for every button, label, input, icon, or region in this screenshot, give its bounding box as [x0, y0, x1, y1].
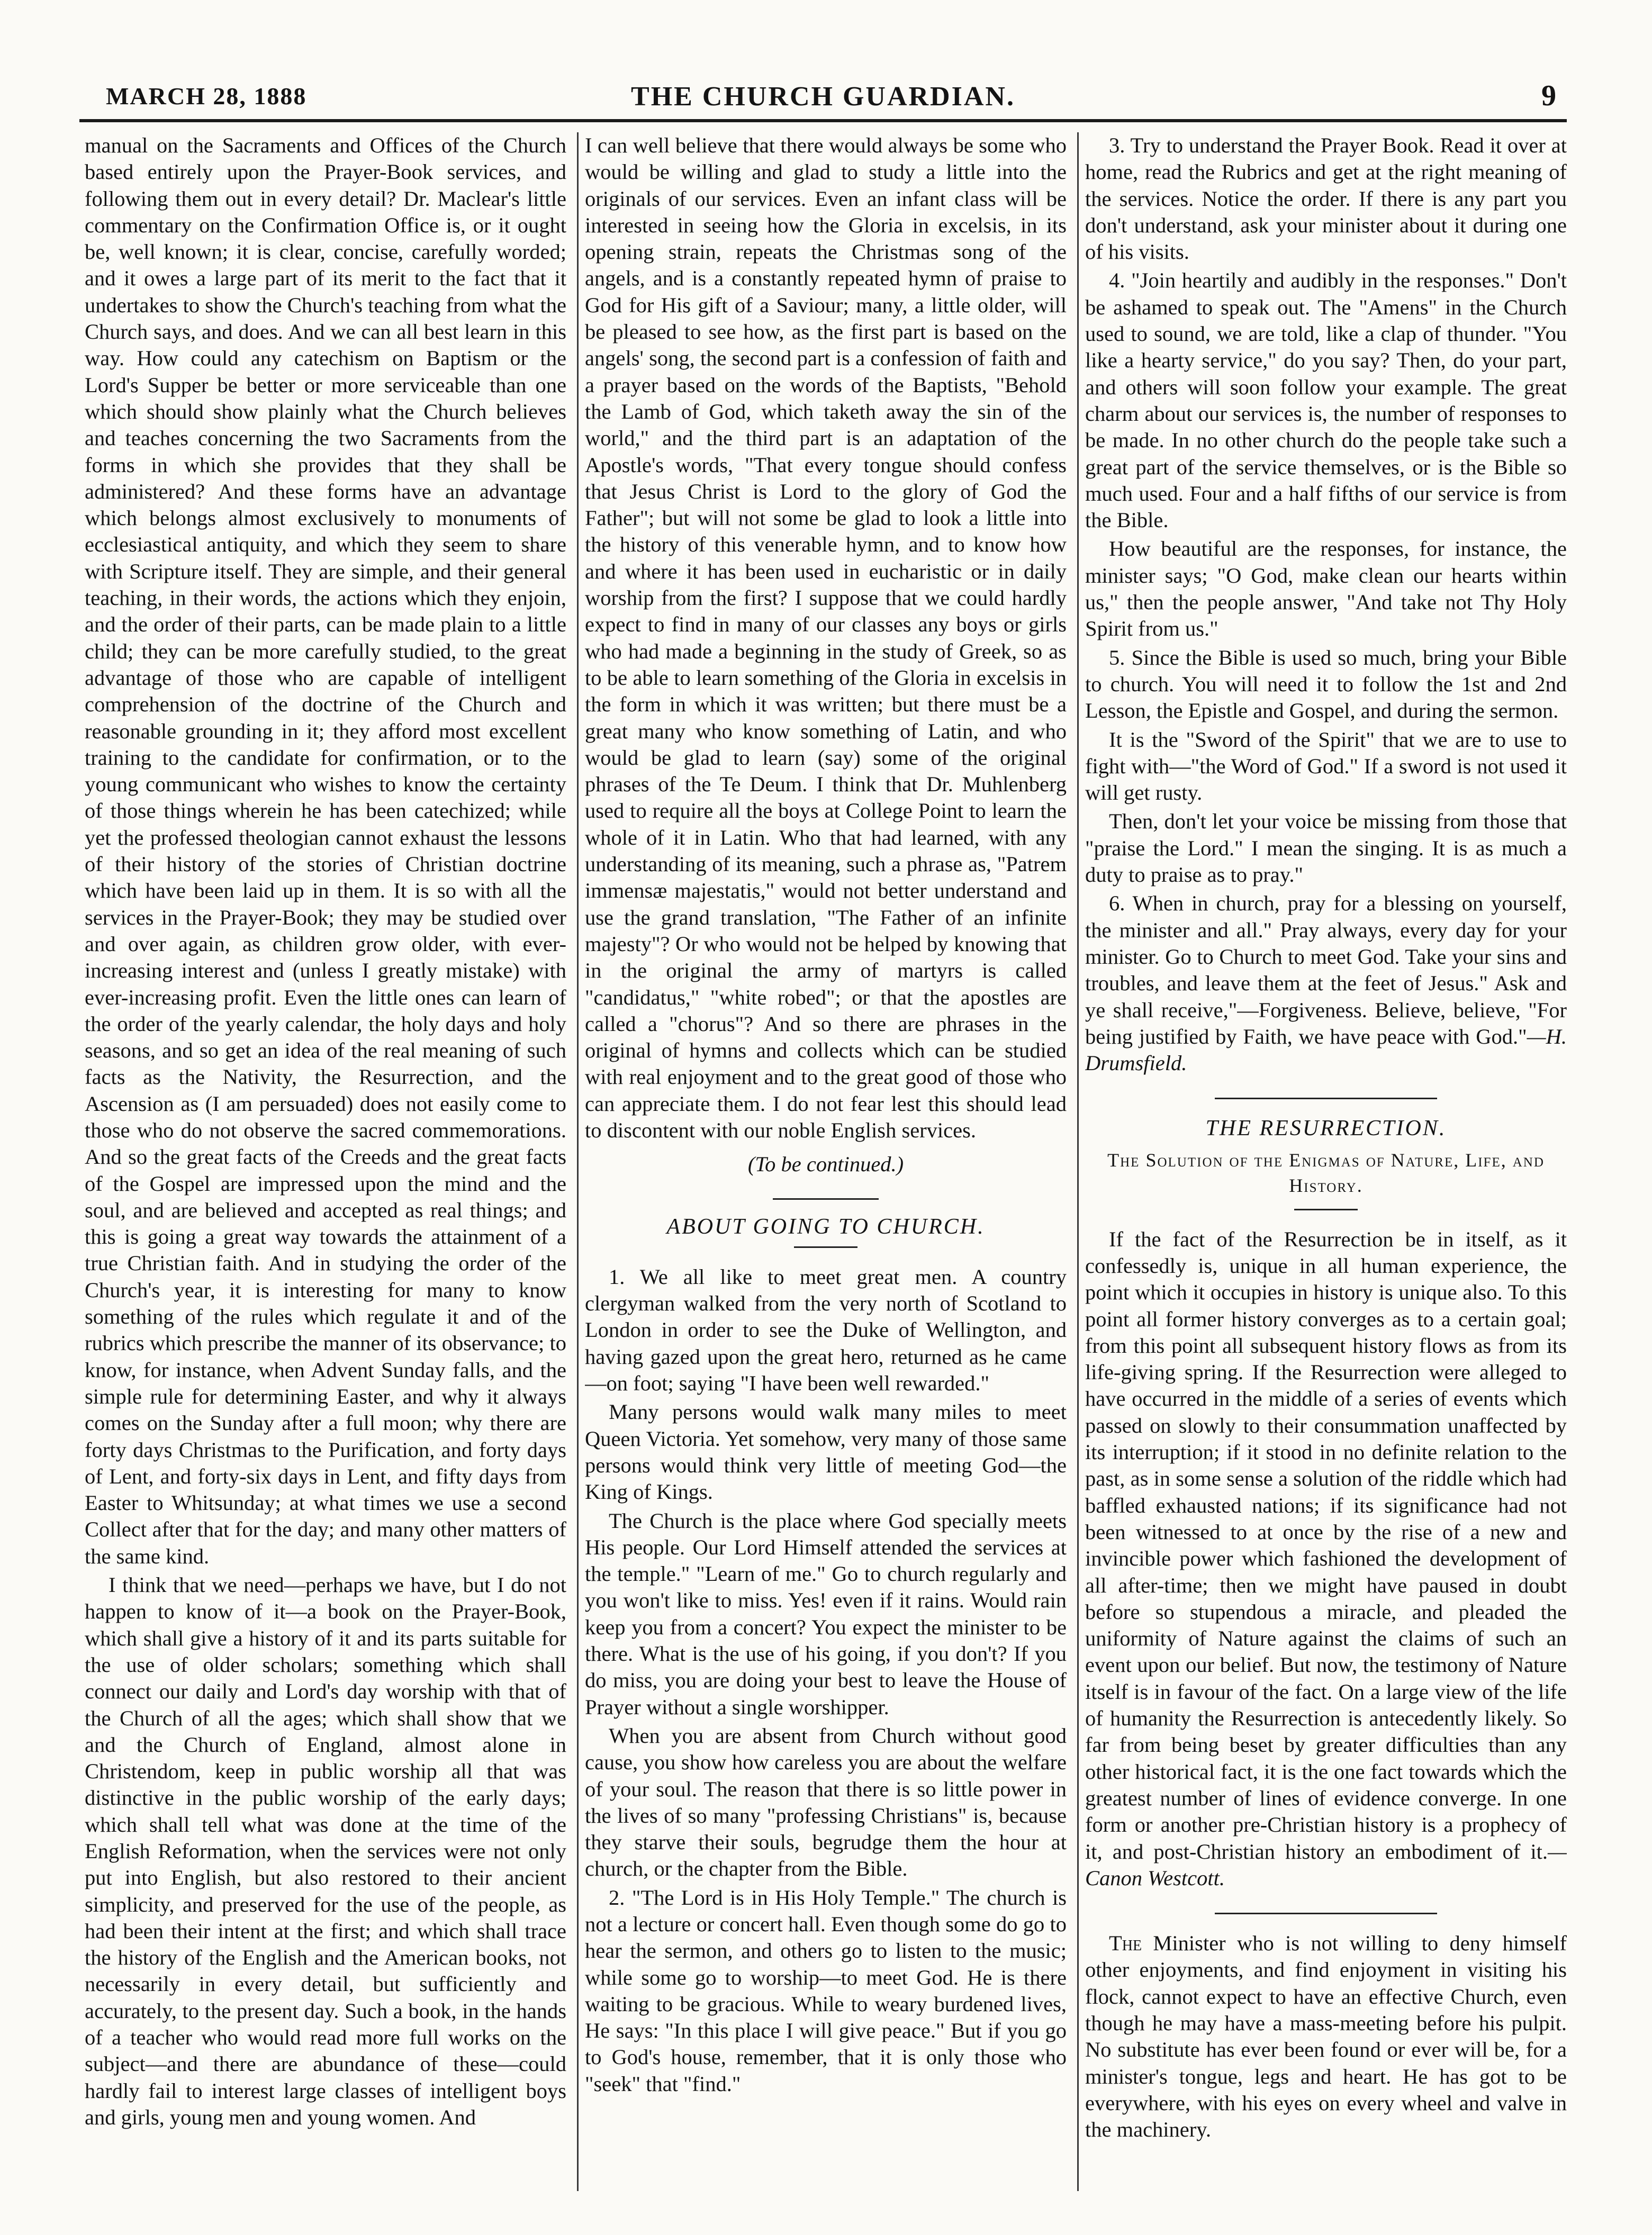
masthead	[79, 77, 1567, 122]
article-paragraph	[1085, 1930, 1567, 2143]
article-paragraph: The Church is the place where God specially meets His people. Our Lord Himself attended the services at the temple." "Learn of me." Go to church regularly and you won't like to miss. Yes! even if it rains. Would rain keep you from a concert? You expect the minister to be there. What is the use of his going, if you don't? If you do miss, you are doing your best to leave the House of Prayer without a single worshipper.	[585, 1508, 1067, 1719]
article-paragraph: 2. "The Lord is in His Holy Temple." The church is not a lecture or concert hall. Even though some do go to hear the sermon, and others go to listen to the music; while some go to worship—to meet God. He is there waiting to be gracious. While to weary burdened lives, He says: "In this place I will give peace." But if you go to God's house, remember, that it is only those who "seek" that "find."	[585, 1885, 1067, 2096]
article-paragraph: Many persons would walk many miles to meet Queen Victoria. Yet somehow, very many of those same persons would think very little of meeting God—the King of Kings.	[585, 1400, 1067, 1504]
paragraph-text: Minister who is not willing to deny himself other enjoyments, and find enjoyment in visiting his flock, cannot expect to have an effective Church, even though he may have a mass-meeting before his pulpit. No substitute has ever been found or ever will be, for a minister's tongue, legs and heart. He has got to be everywhere, with his eyes on every wheel and valve in the machinery.	[1085, 1931, 1567, 2142]
issue-date: MARCH 28, 1888	[106, 83, 307, 110]
article-paragraph: Then, don't let your voice be missing from those that "praise the Lord." I mean the singing. It is as much a duty to praise as to pray."	[1085, 809, 1567, 887]
paragraph-text: 6. When in church, pray for a blessing on yourself, the minister and all." Pray always, every day for your minister. Go to Church to meet God. Take your sins and troubles, and leave them at the feet of Jesus." Ask and ye shall receive,"—Forgiveness. Believe, believe, "For being justified by Faith, we have peace with God."	[1085, 891, 1567, 1048]
column-rule	[577, 132, 579, 2191]
article-paragraph: 1. We all like to meet great men. A country clergyman walked from the very north of Scotland to London in order to see the Duke of Wellington, and having gazed upon the great hero, returned as he came—on foot; saying "I have been well rewarded."	[585, 1264, 1067, 1396]
column-1	[85, 132, 566, 2196]
article-paragraph: I can well believe that there would always be some who would be willing and glad to study a little into the originals of our services. Even an infant class will be interested in seeing how the Gloria in excelsis, in its opening strain, repeats the Christmas song of the angels, and is a constantly repeated hymn of praise to God for His gift of a Saviour; many, a little older, will be pleased to see how, as the first part is based on the angels' song, the second part is a confession of faith and a prayer based on the words of the Baptists, "Behold the Lamb of God, which taketh away the sin of the world," and the third part is an adaptation of the Apostle's words, "That every tongue should confess that Jesus Christ is Lord to the glory of God the Father"; but will not some be glad to look a little into the history of this venerable hymn, and to know how and where it has been used in eucharistic or in daily worship from the first? I suppose that we could hardly expect to find in many of our classes any boys or girls who had made a beginning in the study of Greek, so as to be able to learn something of the Gloria in excelsis in the form in which it was written; but there must be a great many who know something of Latin, and who would be glad to learn (say) some of the original phrases of the Te Deum. I think that Dr. Muhlenberg used to require all the boys at College Point to learn the whole of it in Latin. Who that had learned, with any understanding of its meaning, such a phrase as, "Patrem immensæ majestatis," would not better understand and use the grand translation, "The Father of an infinite majesty"? Or who would not be helped by knowing that in the original the army of martyrs is called "candidatus," "white robed"; or that the apostles are called a "chorus"? And so there are phrases in the original of hymns and collects which can be studied with real enjoyment and to the great good of those who can appreciate them. I do not fear lest this should lead to discontent with our noble English services.	[585, 133, 1067, 1142]
page-number: 9	[1541, 79, 1556, 112]
article-paragraph: 4. "Join heartily and audibly in the responses." Don't be ashamed to speak out. The "Amens" in the Church used to sound, we are told, like a clap of thunder. "You like a hearty service," do you say? Then, do your part, and others will soon follow your example. The great charm about our services is, the number of responses to be made. In no other church do the people take such a great part of the service themselves, or is the Bible so much used. Four and a half fifths of our service is from the Bible.	[1085, 268, 1567, 532]
article-paragraph: manual on the Sacraments and Offices of the Church based entirely upon the Prayer-Book services, and following them out in every detail? Dr. Maclear's little commentary on the Confirmation Office is, or it ought be, well known; it is clear, concise, carefully worded; and it owes a large part of its merit to the fact that it undertakes to show the Church's teaching from what the Church says, and does. And we can all best learn in this way. How could any catechism on Baptism or the Lord's Supper be better or more serviceable than one which should show plainly what the Church believes and teaches concerning the two Sacraments from the forms in which she provides that they shall be administered? And these forms have an advantage which belongs almost exclusively to monuments of ecclesiastical antiquity, and which they seem to share with Scripture itself. They are simple, and their general teaching, in their words, the actions which they enjoin, and the order of their parts, can be made plain to a little child; they can be more carefully studied, to the great advantage of those who are capable of intelligent comprehension of the doctrine of the Church and reasonable grounding in it; they afford most excellent training to the candidate for confirmation, or to the young communicant who wishes to know the certainty of those things wherein he has been catechized; while yet the professed theologian cannot exhaust the lessons of their history of the stories of Christian doctrine which have been laid up in them. It is so with all the services in the Prayer-Book; they may be studied over and over again, as children grow older, with ever-increasing interest and (unless I greatly mistake) with ever-increasing profit. Even the little ones can learn of the order of the yearly calendar, the holy days and holy seasons, and so get an idea of the real meaning of such facts as the Nativity, the Resurrection, and the Ascension as (I am persuaded) does not easily come to those who do not observe the sacred commemorations. And so the great facts of the Creeds and the great facts of the Gospel are impressed upon the mind and the soul, and are believed and accepted as real things; and this is going a great way towards the attainment of a true Christian faith. And in studying the order of the Church's year, it is interesting for many to know something of the rules which regulate it and of the rubrics which prescribe the manner of its observance; to know, for instance, when Advent Sunday falls, and the simple rule for determining Easter, and why it always comes on the Sunday after a full moon; why there are forty days Christmas to the Purification, and forty days of Lent, and forty-six days in Lent, and fifty days from Easter to Whitsunday; at what times we use a second Collect after that for the day; and many other matters of the same kind.	[85, 133, 566, 1568]
author-signature: —H. Drumsfield.	[1085, 1024, 1567, 1075]
author-signature: —Canon Westcott.	[1085, 1839, 1567, 1890]
newspaper-title: THE CHURCH GUARDIAN.	[631, 82, 1015, 112]
article-title: THE RESURRECTION.	[1205, 1116, 1447, 1141]
article-subtitle: The Solution of the Enigmas of Nature, Life, and History.	[1107, 1149, 1545, 1196]
article-paragraph	[1085, 890, 1567, 1076]
divider	[1294, 1209, 1358, 1210]
article-paragraph: How beautiful are the responses, for instance, the minister says; "O God, make clean our hearts within us," then the people answer, "And take not Thy Holy Spirit from us."	[1085, 537, 1567, 641]
divider	[1215, 1098, 1437, 1099]
column-3	[1085, 132, 1567, 2196]
article-paragraph: I think that we need—perhaps we have, but I do not happen to know of it—a book on the Prayer-Book, which shall give a history of it and its parts suitable for the use of older scholars; something which shall connect our daily and Lord's day worship with that of the Church of all the ages; which shall show that we and the Church of England, almost alone in Christendom, keep in public worship all that was distinctive in the public worship of the early days; which shall tell what was done at the time of the English Reformation, when the services were not only put into English, but also restored to their ancient simplicity, and preserved for the use of the people, as had been their intent at the first; and which shall trace the history of the English and the American books, not necessarily in every detail, but sufficiently and accurately, to the present day. Such a book, in the hands of a teacher who would read more full works on the subject—and there are abundance of these—could hardly fail to interest large classes of intelligent boys and girls, young men and young women. And	[85, 1573, 566, 2129]
column-rule	[1077, 132, 1079, 2191]
article-paragraph	[1085, 1226, 1567, 1892]
article-paragraph: It is the "Sword of the Spirit" that we are to use to fight with—"the Word of God." If a sword is not used it will get rusty.	[1085, 727, 1567, 805]
article-paragraph: 5. Since the Bible is used so much, bring your Bible to church. You will need it to follow the 1st and 2nd Lesson, the Epistle and Gospel, and during the sermon.	[1085, 645, 1567, 723]
divider	[773, 1198, 879, 1200]
article-paragraph: 3. Try to understand the Prayer Book. Read it over at home, read the Rubrics and get at the right meaning of the services. Notice the order. If there is any part you don't understand, ask your minister about it during one of his visits.	[1085, 133, 1567, 264]
divider	[1215, 1913, 1437, 1914]
paragraph-text: If the fact of the Resurrection be in itself, as it confessedly is, unique in all human experience, the point which it occupies in history is unique also. To this point all former history converges as to a certain goal; from this point all subsequent history flows as from its life-giving spring. If the Resurrection were alleged to have occurred in the middle of a series of events which passed on slowly to their consummation unaffected by its interruption; if it stood in no definite relation to the past, as in some sense a solution of the riddle which had baffled exhausted nations; if its significance had not been witnessed to at once by the rise of a new and invincible power which fashioned the development of all after-time; then we might have paused in doubt before so stupendous a miracle, and pleaded the uniformity of Nature against the claims of such an event upon our belief. But now, the testimony of Nature itself is in favour of the fact. On a large view of the life of humanity the Resurrection is antecedently likely. So far from being beset by greater difficulties than any other historical fact, it is the one fact towards which the greatest number of lines of evidence converge. In one form or another pre-Christian history is a prophecy of it, and post-Christian history an embodiment of it.	[1085, 1227, 1567, 1863]
lead-word: The	[1109, 1931, 1142, 1956]
article-title: ABOUT GOING TO CHURCH.	[666, 1214, 985, 1239]
to-be-continued: (To be continued.)	[747, 1152, 904, 1177]
column-2	[585, 132, 1067, 2196]
divider	[794, 1246, 857, 1248]
article-paragraph: When you are absent from Church without good cause, you show how careless you are about the welfare of your soul. The reason that there is so little power in the lives of so many "professing Christians" is, because they starve their souls, begrudge them the hour at church, or the chapter from the Bible.	[585, 1723, 1067, 1881]
